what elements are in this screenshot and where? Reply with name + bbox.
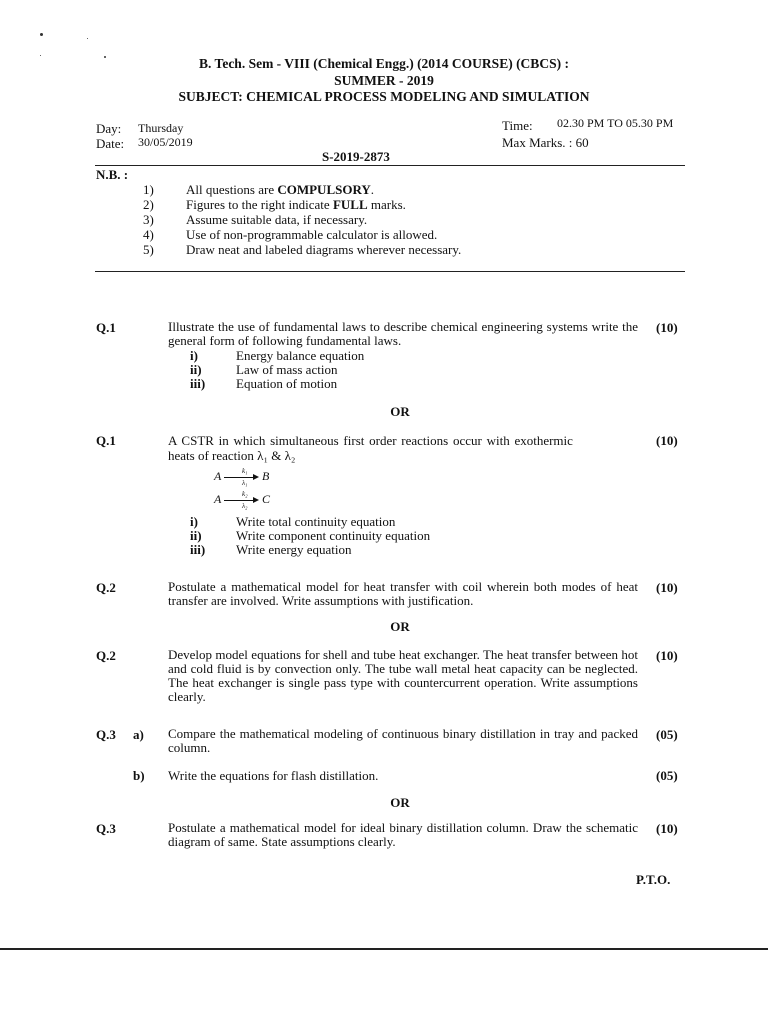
header-course-line: B. Tech. Sem - VIII (Chemical Engg.) (2014 COURSE) (CBCS) : [199,56,569,71]
sub-item-number: iii) [190,376,206,391]
nb-item-text-plain: Figures to the right indicate [186,197,333,212]
rate-constant-label: k₁ [242,467,248,475]
nb-item-number: 5) [143,242,154,257]
question-number: Q.3 [96,821,116,836]
scan-speck [87,38,88,39]
nb-item-text [186,212,367,228]
reaction-arrow-head [253,474,259,480]
nb-item-text [186,227,437,243]
page-bottom-rule [0,948,768,950]
question-marks: (10) [656,433,678,448]
question-number: Q.1 [96,433,116,448]
nb-item-text [186,242,461,258]
nb-item-text-plain: . [370,182,375,197]
reactant-label: A [214,492,222,506]
header-subject-line: SUBJECT: CHEMICAL PROCESS MODELING AND SIMULATION [178,89,590,104]
sub-item-number: ii) [190,528,202,543]
header-session-line: SUMMER - 2019 [334,73,434,88]
question-number: Q.1 [96,320,116,335]
heat-of-reaction-label: λ₁ [242,479,248,487]
day-value: Thursday [138,121,184,135]
reaction-arrow [224,500,254,501]
nb-item-number: 1) [143,182,154,197]
nb-item-text [186,197,406,213]
question-number: Q.2 [96,580,116,595]
sub-item-text: Write total continuity equation [236,514,396,529]
question-text: Postulate a mathematical model for ideal binary distillation column. Draw the schematic diagram of same. State assumptions clearly. [168,820,638,849]
nb-item-text [186,182,374,198]
question-marks: (05) [656,727,678,742]
nb-item-text-emphasis: FULL [332,197,368,212]
nb-item-text-emphasis: COMPULSORY [277,182,371,197]
pto-label: P.T.O. [636,872,671,887]
heat-of-reaction-label: λ₂ [242,502,248,510]
nb-item-text-plain: Use of non-programmable calculator is allowed. [186,227,438,242]
rate-constant-label: k₂ [242,490,248,498]
question-marks: (10) [656,580,678,595]
header-rule [95,165,685,166]
nb-item-number: 3) [143,212,154,227]
sub-item-number: iii) [190,542,206,557]
product-label: B [262,469,270,483]
question-number: Q.2 [96,648,116,663]
question-text: Postulate a mathematical model for heat transfer with coil wherein both modes of heat transfer are involved. Write assumptions with justification. [168,579,638,608]
sub-item-text: Write energy equation [236,542,352,557]
sub-item-text: Equation of motion [236,376,338,391]
max-marks: Max Marks. : 60 [502,135,589,150]
question-marks: (10) [656,648,678,663]
sub-item-text: Energy balance equation [236,348,365,363]
sub-item-number: i) [190,348,198,363]
sub-item-number: i) [190,514,198,529]
question-text: Write the equations for flash distillation. [168,768,379,783]
question-marks: (05) [656,768,678,783]
paper-code: S-2019-2873 [322,149,390,164]
question-text: Develop model equations for shell and tube heat exchanger. The heat transfer between hot and cold fluid is by convection only. The tube wall metal heat capacity can be neglected. The heat exchanger is single pass type with countercurrent operation. Write assumptions clearly. [168,647,638,704]
time-value: 02.30 PM TO 05.30 PM [557,116,674,130]
sub-item-text: Write component continuity equation [236,528,431,543]
question-text: heats of reaction λ₁ & λ₂ [168,448,296,463]
or-separator: OR [390,619,410,634]
nb-item-text-plain: Assume suitable data, if necessary. [186,212,368,227]
question-text: Compare the mathematical modeling of continuous binary distillation in tray and packed column. [168,726,638,755]
product-label: C [262,492,271,506]
sub-item-text: Law of mass action [236,362,338,377]
or-separator: OR [390,795,410,810]
question-part-label: a) [133,727,144,742]
scan-speck [40,33,43,36]
nb-item-text-plain: marks. [367,197,406,212]
reactant-label: A [214,469,222,483]
question-text: A CSTR in which simultaneous first order reactions occur with exothermic [168,433,573,448]
question-part-label: b) [133,768,145,783]
sub-item-number: ii) [190,362,202,377]
date-value: 30/05/2019 [138,135,193,149]
nb-item-number: 4) [143,227,154,242]
reaction-arrow-head [253,497,259,503]
nb-item-text-plain: All questions are [186,182,278,197]
nb-rule [95,271,685,272]
nb-label: N.B. : [96,167,129,182]
question-marks: (10) [656,320,678,335]
question-number: Q.3 [96,727,116,742]
reaction-arrow [224,477,254,478]
question-text: Illustrate the use of fundamental laws to describe chemical engineering systems write the general form of following fundamental laws. [168,319,638,348]
day-label: Day: [96,121,122,136]
nb-item-text-plain: Draw neat and labeled diagrams wherever necessary. [186,242,462,257]
date-label: Date: [96,136,125,151]
or-separator: OR [390,404,410,419]
question-marks: (10) [656,821,678,836]
time-label: Time: [502,118,533,133]
nb-item-number: 2) [143,197,154,212]
